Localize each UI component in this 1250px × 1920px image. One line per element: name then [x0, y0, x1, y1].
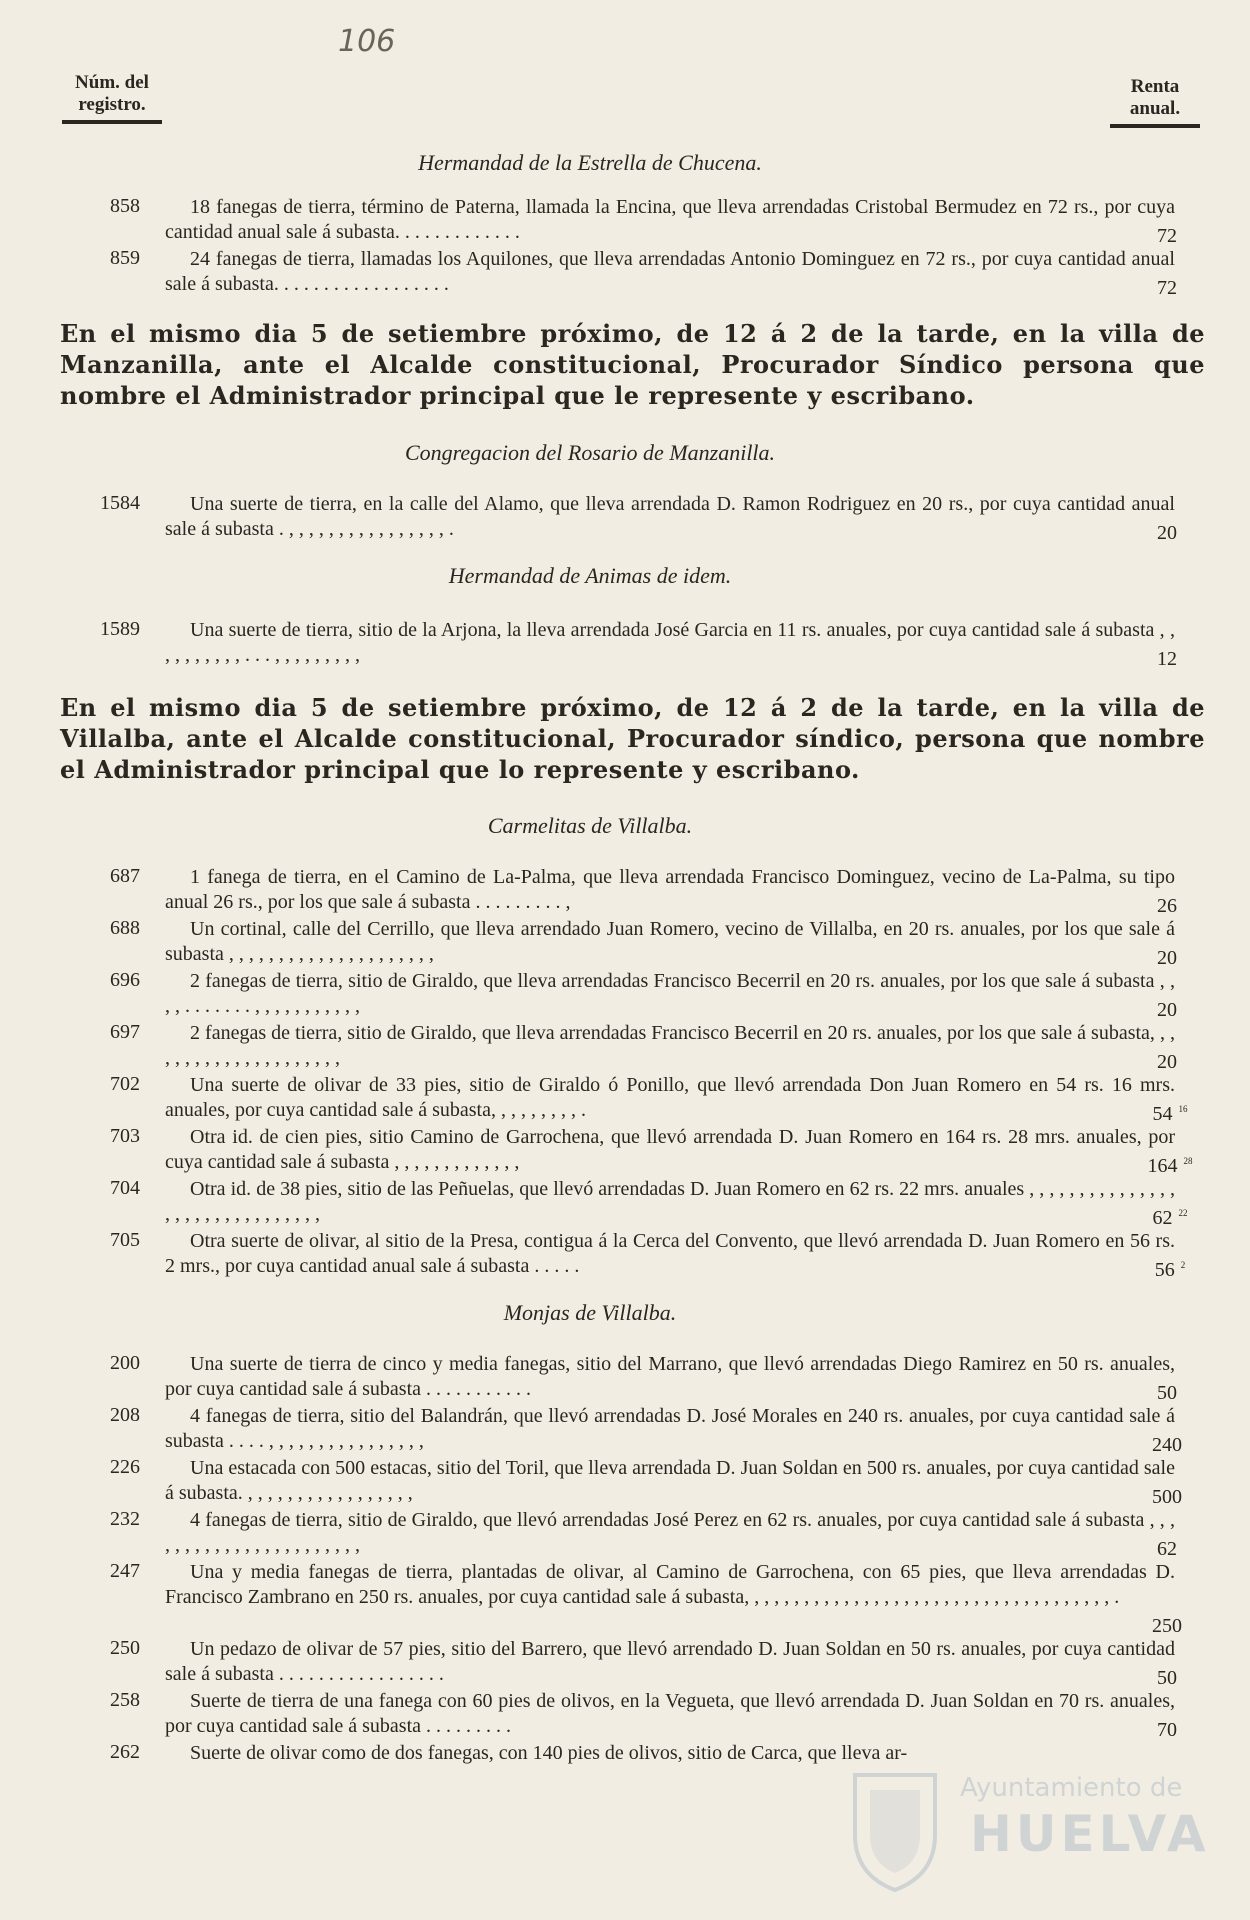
rent-amount: 70 — [1157, 1719, 1177, 1741]
entry-text: Una suerte de olivar de 33 pies, sitio de Giraldo ó Ponillo, que llevó arrendada Don Juan Romero en 54 rs. 16 mrs. anuales, por cuya cantidad sale á subasta, , , , , , , , , . — [165, 1074, 1175, 1121]
rent-value — [1140, 1103, 1200, 1126]
rent-maravedis: 28 — [1183, 1156, 1193, 1167]
auction-notice: En el mismo dia 5 de setiembre próximo, de 12 á 2 de la tarde, en la villa de Villalba, ante el Alcalde constitucional, Procurador síndico, persona que nombre el Administrador principal que lo represente y escribano. — [60, 693, 1205, 784]
register-number: 688 — [110, 917, 140, 939]
register-number: 258 — [110, 1689, 140, 1711]
rent-value — [1140, 1538, 1200, 1561]
column-header-annual-rent — [1110, 76, 1200, 128]
rent-value — [1140, 999, 1200, 1022]
rent-value — [1140, 648, 1200, 671]
rent-amount: 54 — [1152, 1103, 1173, 1125]
entry-text: Una suerte de tierra, en la calle del Alamo, que lleva arrendada D. Ramon Rodriguez en 20 rs., por cuya cantidad anual sale á subasta . , , , , , , , , , , , , , , , , . — [165, 493, 1175, 540]
entry-text: Suerte de olivar como de dos fanegas, con 140 pies de olivos, sitio de Carca, que lleva ar- — [190, 1742, 908, 1764]
rent-amount: 56 — [1154, 1259, 1175, 1281]
rent-amount: 62 — [1157, 1538, 1177, 1560]
rent-amount: 164 — [1147, 1155, 1178, 1177]
column-header-register-number — [62, 72, 162, 124]
entry-text: 18 fanegas de tierra, término de Paterna, llamada la Encina, que lleva arrendadas Cristobal Bermudez en 72 rs., por cuya cantidad anual sale á subasta. . . . . . . . . . . . . — [165, 196, 1175, 243]
register-number: 247 — [110, 1560, 140, 1582]
section-heading: Congregacion del Rosario de Manzanilla. — [404, 440, 776, 465]
register-number: 262 — [110, 1741, 140, 1763]
register-number: 703 — [110, 1125, 140, 1147]
rent-value — [1140, 1207, 1200, 1230]
auction-notice: En el mismo dia 5 de setiembre próximo, de 12 á 2 de la tarde, en la villa de Manzanilla, ante el Alcalde constitucional, Procurador Síndico persona que nombre el Administrador principal que le represente y escribano. — [60, 319, 1205, 410]
rent-amount: 20 — [1157, 1051, 1177, 1073]
entry-text: Una y media fanegas de tierra, plantadas de olivar, al Camino de Garrochena, con 65 pies, que lleva arrendadas D. Francisco Zambrano en 250 rs. anuales, por cuya cantidad sale á subasta, , , , , , , , , , , , , , , , , , , , , , , , , , , , , , , , , , , , , . — [165, 1561, 1175, 1608]
entry-text: 4 fanegas de tierra, sitio del Balandrán, que llevó arrendadas D. José Morales en 240 rs. anuales, por cuya cantidad sale á subasta . . . . , , , , , , , , , , , , , , , , — [165, 1405, 1175, 1452]
register-number: 858 — [110, 195, 140, 217]
register-number: 232 — [110, 1508, 140, 1530]
watermark-line: HUELVA — [970, 1805, 1210, 1863]
entry-text: Un pedazo de olivar de 57 pies, sitio del Barrero, que llevó arrendado D. Juan Soldan en 50 rs. anuales, por cuya cantidad sale á subasta . . . . . . . . . . . . . . . . . — [165, 1638, 1175, 1685]
entry-text: 1 fanega de tierra, en el Camino de La-Palma, que lleva arrendada Francisco Dominguez, vecino de La-Palma, su tipo anual 26 rs., por los que sale á subasta . . . . . . . . . , — [165, 866, 1175, 913]
header-line: Renta — [1130, 76, 1180, 97]
entry-text: 2 fanegas de tierra, sitio de Giraldo, que lleva arrendadas Francisco Becerril en 20 rs. anuales, por los que sale á subasta, , , , , , , , , , , , , , , , , , , , , — [165, 1022, 1175, 1069]
entry-text: Una suerte de tierra, sitio de la Arjona, la lleva arrendada José Garcia en 11 rs. anuales, por cuya cantidad sale á subasta , , , , , , , , , , . . . , , , , , , , , , — [165, 619, 1175, 666]
entry-text: Un cortinal, calle del Cerrillo, que lleva arrendado Juan Romero, vecino de Villalba, en 20 rs. anuales, por los que sale á subasta , , , , , , , , , , , , , , , , , , , , , — [165, 918, 1175, 965]
register-number: 697 — [110, 1021, 140, 1043]
rent-maravedis: 16 — [1178, 1104, 1188, 1115]
register-number: 859 — [110, 247, 140, 269]
rent-maravedis: 2 — [1180, 1260, 1186, 1271]
rent-amount: 20 — [1157, 947, 1177, 969]
rent-value — [1140, 522, 1200, 545]
rent-amount: 26 — [1157, 895, 1177, 917]
coat-of-arms-icon — [840, 1755, 950, 1895]
rent-value — [1140, 947, 1200, 970]
register-number: 250 — [110, 1637, 140, 1659]
rent-value — [1140, 225, 1200, 248]
rent-maravedis: 22 — [1178, 1208, 1188, 1219]
rent-amount: 50 — [1157, 1382, 1177, 1404]
rent-value — [1140, 1382, 1200, 1405]
section-heading: Carmelitas de Villalba. — [487, 813, 693, 838]
entry-text: Una suerte de tierra de cinco y media fanegas, sitio del Marrano, que llevó arrendadas Diego Ramirez en 50 rs. anuales, por cuya cantidad sale á subasta . . . . . . . . . . . — [165, 1353, 1175, 1400]
entry-text: 2 fanegas de tierra, sitio de Giraldo, que lleva arrendadas Francisco Becerril en 20 rs. anuales, por los que sale á subasta , , , , . . . . . . . , , , , , , , , , , , — [165, 970, 1175, 1017]
rent-amount: 72 — [1157, 277, 1177, 299]
entry-text: Una estacada con 500 estacas, sitio del Toril, que lleva arrendada D. Juan Soldan en 500 rs. anuales, por cuya cantidad sale á subasta. , , , , , , , , , , , , , , , , , — [165, 1457, 1175, 1504]
rent-value — [1140, 1486, 1200, 1509]
register-number: 200 — [110, 1352, 140, 1374]
rent-amount: 240 — [1152, 1434, 1182, 1456]
rent-amount: 62 — [1152, 1207, 1173, 1229]
rent-value — [1140, 277, 1200, 300]
page-number: 106 — [338, 24, 396, 59]
entry-text: 4 fanegas de tierra, sitio de Giraldo, que llevó arrendadas José Perez en 62 rs. anuales, por cuya cantidad sale á subasta , , , , , , , , , , , , , , , , , , , , , , , — [165, 1509, 1175, 1556]
rent-amount: 50 — [1157, 1667, 1177, 1689]
entry-text: Otra suerte de olivar, al sitio de la Presa, contigua á la Cerca del Convento, que llevó arrendada D. Juan Romero en 56 rs. 2 mrs., por cuya cantidad anual sale á subasta . . . . . — [165, 1230, 1175, 1277]
section-heading: Monjas de Villalba. — [503, 1300, 677, 1325]
rent-amount: 250 — [1152, 1615, 1182, 1637]
rent-value — [1140, 1259, 1200, 1282]
rent-amount: 12 — [1157, 648, 1177, 670]
rent-value — [1140, 895, 1200, 918]
header-line: Núm. del — [75, 72, 149, 93]
register-number: 226 — [110, 1456, 140, 1478]
register-number: 696 — [110, 969, 140, 991]
archive-watermark — [840, 1755, 1220, 1905]
register-number: 702 — [110, 1073, 140, 1095]
register-number: 705 — [110, 1229, 140, 1251]
entry-text: Otra id. de 38 pies, sitio de las Peñuelas, que llevó arrendadas D. Juan Romero en 62 rs. 22 mrs. anuales , , , , , , , , , , , , , , , , , , , , , , , , , , , , , , , — [165, 1178, 1175, 1225]
rent-value — [1140, 1051, 1200, 1074]
section-heading: Hermandad de la Estrella de Chucena. — [418, 150, 762, 175]
rent-value — [1140, 1434, 1200, 1457]
rent-amount: 20 — [1157, 522, 1177, 544]
rent-amount: 500 — [1152, 1486, 1182, 1508]
section-heading: Hermandad de Animas de idem. — [448, 563, 732, 588]
header-line: anual. — [1129, 98, 1181, 119]
register-number: 1584 — [100, 492, 140, 514]
register-number: 1589 — [100, 618, 140, 640]
header-line: registro. — [78, 94, 146, 115]
entry-text: Suerte de tierra de una fanega con 60 pies de olivos, en la Vegueta, que llevó arrendada D. Juan Soldan en 70 rs. anuales, por cuya cantidad sale á subasta . . . . . . . . . — [165, 1690, 1175, 1737]
rent-value — [1140, 1667, 1200, 1690]
rent-value — [1140, 1155, 1200, 1178]
entry-text: 24 fanegas de tierra, llamadas los Aquilones, que lleva arrendadas Antonio Dominguez en 72 rs., por cuya cantidad anual sale á subasta. . . . . . . . . . . . . . . . . . — [165, 248, 1175, 295]
register-number: 208 — [110, 1404, 140, 1426]
rent-amount: 20 — [1157, 999, 1177, 1021]
register-number: 687 — [110, 865, 140, 887]
rent-amount: 72 — [1157, 225, 1177, 247]
register-number: 704 — [110, 1177, 140, 1199]
rent-value — [1140, 1615, 1200, 1638]
rent-value — [1140, 1719, 1200, 1742]
watermark-line: Ayuntamiento de — [960, 1773, 1183, 1803]
entry-text: Otra id. de cien pies, sitio Camino de Garrochena, que llevó arrendada D. Juan Romero en 164 rs. 28 mrs. anuales, por cuya cantidad sale á subasta , , , , , , , , , , , , , — [165, 1126, 1175, 1173]
